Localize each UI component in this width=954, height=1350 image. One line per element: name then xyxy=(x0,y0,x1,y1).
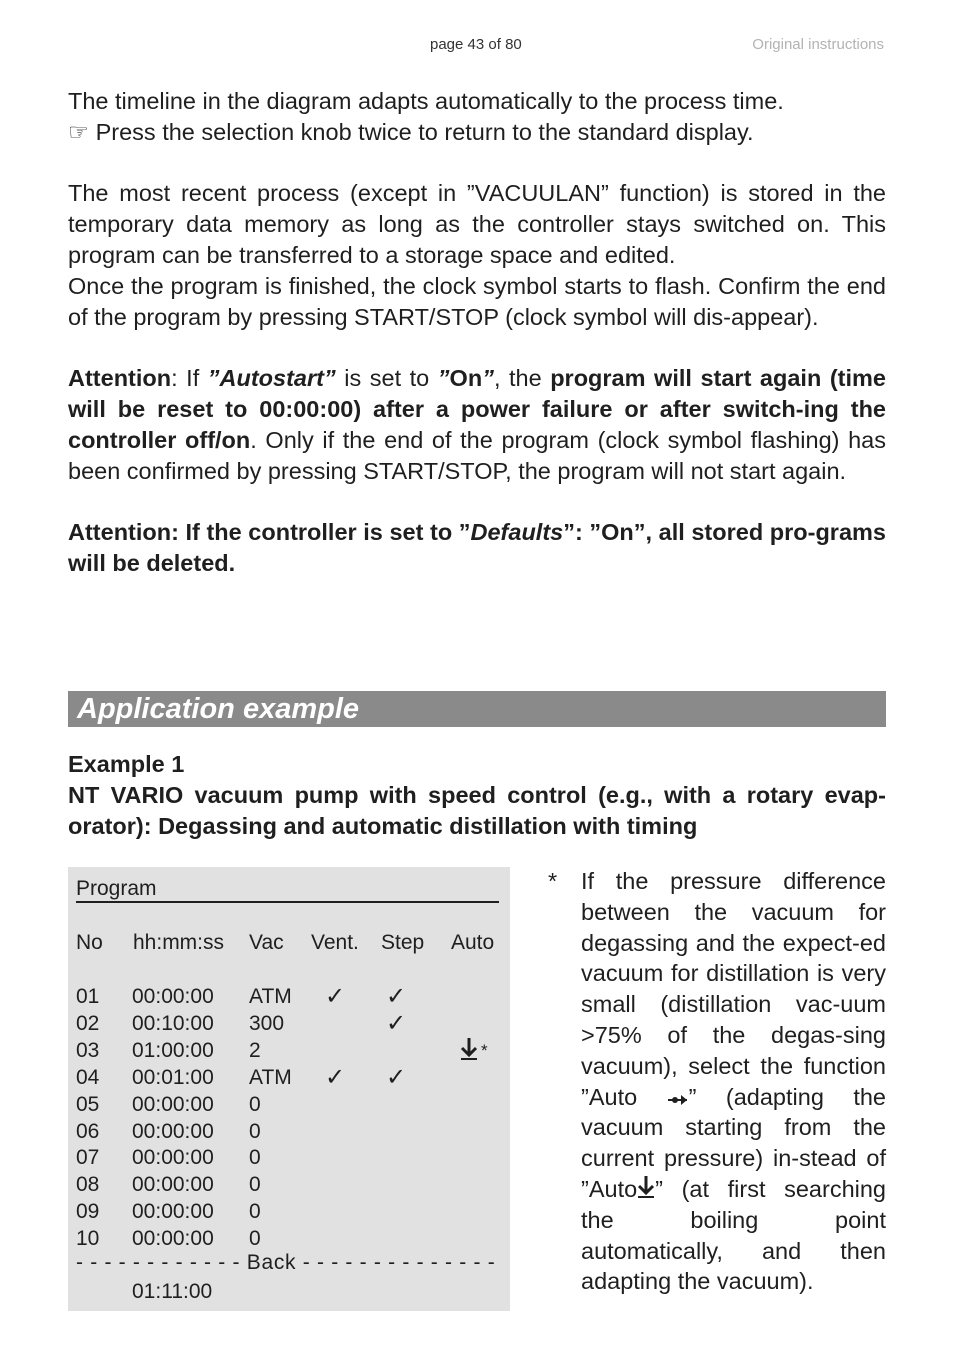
row-no: 10 xyxy=(76,1227,100,1251)
row-vac: 2 xyxy=(249,1038,261,1062)
defaults-term: Defaults xyxy=(470,519,564,546)
page-number: page 43 of 80 xyxy=(430,36,522,53)
attention-label: Attention xyxy=(68,365,172,392)
footnote-part: ” (at first searching the boiling point automatically, and then adapting the vacuum). xyxy=(581,1175,886,1295)
on-term: On xyxy=(449,365,483,392)
row-time: 00:00:00 xyxy=(132,1227,214,1251)
check-icon: ✓ xyxy=(325,982,346,1010)
row-vac: 0 xyxy=(249,1146,261,1170)
footnote xyxy=(548,866,886,1297)
row-vac: 0 xyxy=(249,1200,261,1224)
row-no: 03 xyxy=(76,1038,100,1062)
attention-warning: program will start again (time will be reset to 00:00:00) after a power failure or after switch-ing the controller off/on xyxy=(68,365,886,453)
example-subtitle: NT VARIO vacuum pump with speed control (e.g., with a rotary evap-orator): Degassing and automatic distillation with timing xyxy=(68,781,886,839)
footnote-star: * xyxy=(548,868,558,894)
divider xyxy=(76,901,499,903)
row-time: 00:00:00 xyxy=(132,1119,214,1143)
timeline-line: The timeline in the diagram adapts automatically to the process time. xyxy=(68,88,784,114)
auto-star: * xyxy=(481,1040,488,1060)
footnote-part: ” (adapting the vacuum starting from the current pressure) in-stead of ”Auto xyxy=(581,1083,887,1202)
row-time: 00:00:00 xyxy=(132,1092,214,1116)
row-time: 00:01:00 xyxy=(132,1065,214,1089)
instruction-text: Press the selection knob twice to return to the standard display. xyxy=(95,118,754,145)
row-vac: 0 xyxy=(249,1173,261,1197)
program-table xyxy=(68,867,510,1311)
header-vent: Vent. xyxy=(311,931,359,954)
autostart-term: ”Autostart” xyxy=(207,365,336,392)
total-time: 01:11:00 xyxy=(132,1280,213,1303)
attention-autostart xyxy=(68,363,886,486)
auto-cell xyxy=(460,1037,488,1066)
row-vac: 300 xyxy=(249,1011,285,1035)
row-vac: 0 xyxy=(249,1227,261,1251)
row-time: 00:00:00 xyxy=(132,1173,214,1197)
row-vac: 0 xyxy=(249,1092,261,1116)
attention-text: , the xyxy=(493,365,551,392)
row-no: 09 xyxy=(76,1200,100,1224)
check-icon: ✓ xyxy=(325,1062,346,1091)
section-banner xyxy=(68,691,886,727)
quote-mark: ” xyxy=(437,365,450,392)
row-time: 01:00:00 xyxy=(132,1038,214,1062)
attention-text: . Only if the end of the program (clock symbol flashing) has been confirmed by pressing START/STOP, the program will not start again. xyxy=(68,426,886,484)
check-icon: ✓ xyxy=(386,1008,407,1037)
check-icon: ✓ xyxy=(386,1062,407,1091)
header-time: hh:mm:ss xyxy=(133,931,225,954)
header-auto: Auto xyxy=(451,931,495,954)
row-vac: 0 xyxy=(249,1119,261,1143)
timeline-paragraph xyxy=(68,86,886,579)
row-no: 05 xyxy=(76,1092,100,1116)
row-no: 08 xyxy=(76,1173,100,1197)
auto-adapt-icon xyxy=(667,1093,689,1107)
auto-down-arrow-icon xyxy=(637,1175,655,1199)
row-no: 02 xyxy=(76,1011,100,1035)
back-row: - - - - - - - - - - - - Back - - - - - - - - - - - - - - xyxy=(76,1251,496,1274)
row-no: 07 xyxy=(76,1146,100,1170)
row-no: 06 xyxy=(76,1119,100,1143)
row-vac: ATM xyxy=(249,985,292,1008)
section-title: Application example xyxy=(77,693,360,725)
pointing-hand-icon: ☞ xyxy=(68,118,90,145)
row-no: 01 xyxy=(76,985,100,1008)
row-no: 04 xyxy=(76,1065,100,1089)
row-time: 00:00:00 xyxy=(132,1200,214,1224)
auto-down-arrow-icon xyxy=(460,1037,478,1061)
header-step: Step xyxy=(381,931,425,954)
instruction-line xyxy=(68,117,886,148)
footnote-part: If the pressure difference between the vacuum for degassing and the expect-ed vacuum for distillation is very small (distillation vac-uum >75% of the degas-sing vacuum), select the function ”Auto xyxy=(581,868,886,1110)
quote-mark: ” xyxy=(482,365,494,392)
row-time: 00:10:00 xyxy=(132,1011,214,1035)
program-title: Program xyxy=(76,877,157,900)
row-vac: ATM xyxy=(249,1065,292,1089)
memory-paragraph: The most recent process (except in ”VACUULAN” function) is stored in the temporary data memory as long as the controller stays switched on. This program can be transferred to a storage space and edited. xyxy=(68,180,886,268)
attention-text: is set to xyxy=(335,365,438,392)
attention-text: : If xyxy=(171,365,208,392)
header-no: No xyxy=(76,931,103,954)
attention-defaults xyxy=(68,517,886,579)
check-icon: ✓ xyxy=(386,982,407,1010)
attention-text: ”: ”On”, all stored pro-grams will be deleted. xyxy=(68,519,886,576)
example-title: Example 1 xyxy=(68,751,185,777)
header-vac: Vac xyxy=(249,931,284,954)
program-end-paragraph: Once the program is finished, the clock symbol starts to flash. Confirm the end of the program by pressing START/STOP (clock symbol will dis-appear). xyxy=(68,272,886,330)
row-time: 00:00:00 xyxy=(132,985,214,1008)
document-label: Original instructions xyxy=(752,36,884,53)
attention-text: Attention: If the controller is set to ” xyxy=(68,519,471,546)
example-heading xyxy=(68,749,886,841)
row-time: 00:00:00 xyxy=(132,1146,214,1170)
footnote-text xyxy=(581,866,886,1297)
